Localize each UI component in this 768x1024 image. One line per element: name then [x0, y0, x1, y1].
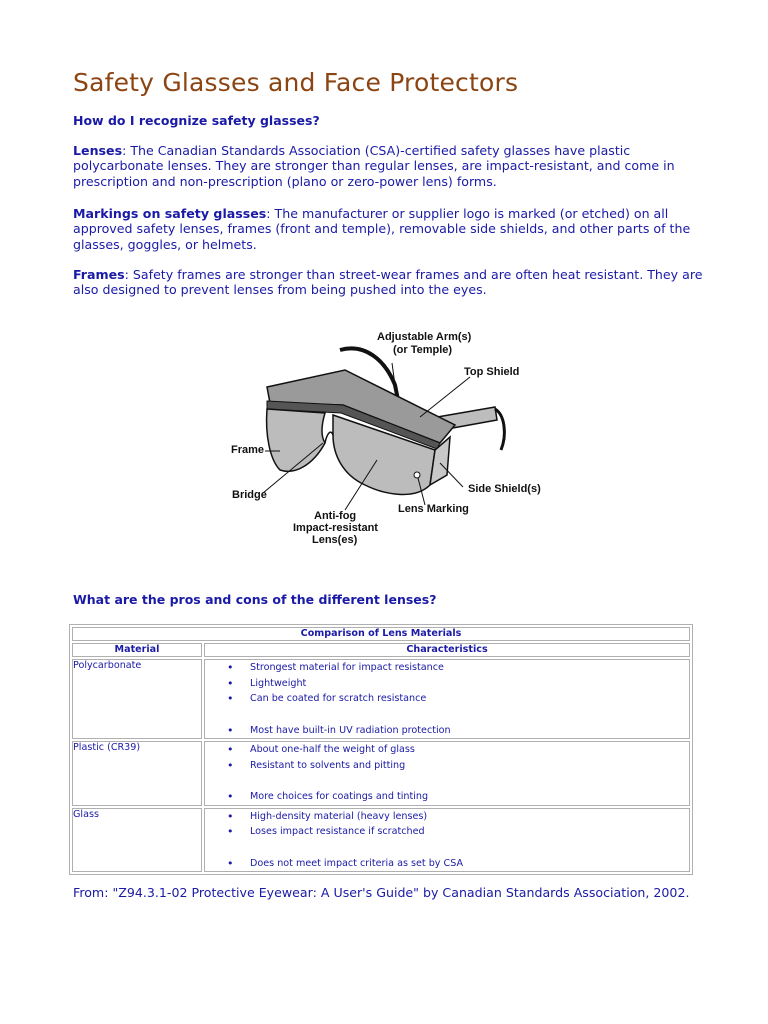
material-cell: Polycarbonate: [72, 659, 202, 739]
label-adjustable-arm: Adjustable Arm(s): [377, 331, 472, 343]
characteristics-cell: [204, 741, 690, 806]
column-header-characteristics: Characteristics: [204, 643, 690, 657]
table-row: [72, 659, 690, 739]
list-item: • Lightweight: [205, 676, 689, 692]
table-caption-row: [72, 627, 690, 641]
list-item: • Most have built-in UV radiation protection: [205, 723, 689, 739]
paragraph-markings: [73, 206, 703, 252]
list-item: • High-density material (heavy lenses): [205, 809, 689, 825]
list-item: • About one-half the weight of glass: [205, 742, 689, 758]
safety-glasses-diagram: [225, 325, 545, 550]
question-heading-recognize: How do I recognize safety glasses?: [73, 113, 320, 128]
markings-term: Markings on safety glasses: [73, 206, 267, 221]
table-header-row: [72, 643, 690, 657]
label-side-shields: Side Shield(s): [468, 483, 541, 495]
lenses-term: Lenses: [73, 143, 123, 158]
characteristics-list: [205, 809, 689, 872]
table-row: [72, 808, 690, 873]
list-item: • Does not meet impact criteria as set by CSA: [205, 856, 689, 872]
column-header-material: Material: [72, 643, 202, 657]
list-item: • Can be coated for scratch resistance: [205, 691, 689, 707]
list-item: • Loses impact resistance if scratched: [205, 824, 689, 840]
frames-text: : Safety frames are stronger than street-wear frames and are often heat resistant. They are also designed to prevent lenses from being pushed into the eyes.: [73, 267, 703, 298]
list-item: • More choices for coatings and tinting: [205, 789, 689, 805]
paragraph-lenses: [73, 143, 703, 189]
paragraph-frames: [73, 267, 703, 298]
characteristics-cell: [204, 659, 690, 739]
lenses-text: : The Canadian Standards Association (CSA)-certified safety glasses have plastic polycarbonate lenses. They are stronger than regular lenses, are impact-resistant, and come in prescription and non-prescription (plano or zero-power lens) forms.: [73, 143, 675, 189]
characteristics-list: [205, 742, 689, 805]
label-anti-fog: Anti-fog: [314, 510, 357, 522]
label-lenses: Lens(es): [312, 534, 358, 546]
label-top-shield: Top Shield: [464, 366, 520, 378]
table-caption: Comparison of Lens Materials: [72, 627, 690, 641]
markings-text: : The manufacturer or supplier logo is marked (or etched) on all approved safety lenses, frames (front and temple), removable side shields, and other parts of the glasses, goggles, or helmets.: [73, 206, 691, 252]
material-cell: Plastic (CR39): [72, 741, 202, 806]
list-item: • Resistant to solvents and pitting: [205, 758, 689, 774]
material-cell: Glass: [72, 808, 202, 873]
label-bridge: Bridge: [232, 489, 267, 501]
label-frame: Frame: [231, 444, 265, 456]
characteristics-cell: [204, 808, 690, 873]
page-title: Safety Glasses and Face Protectors: [73, 68, 519, 97]
lens-materials-table: [69, 624, 693, 875]
characteristics-list: [205, 660, 689, 738]
table-row: [72, 741, 690, 806]
label-impact-resistant: Impact-resistant: [293, 522, 378, 534]
list-item: • Strongest material for impact resistance: [205, 660, 689, 676]
source-citation: From: "Z94.3.1-02 Protective Eyewear: A User's Guide" by Canadian Standards Association, 2002.: [73, 885, 690, 900]
question-heading-pros-cons: What are the pros and cons of the different lenses?: [73, 592, 437, 607]
label-lens-marking: Lens Marking: [398, 503, 469, 515]
frames-term: Frames: [73, 267, 125, 282]
label-or-temple: (or Temple): [393, 344, 453, 356]
